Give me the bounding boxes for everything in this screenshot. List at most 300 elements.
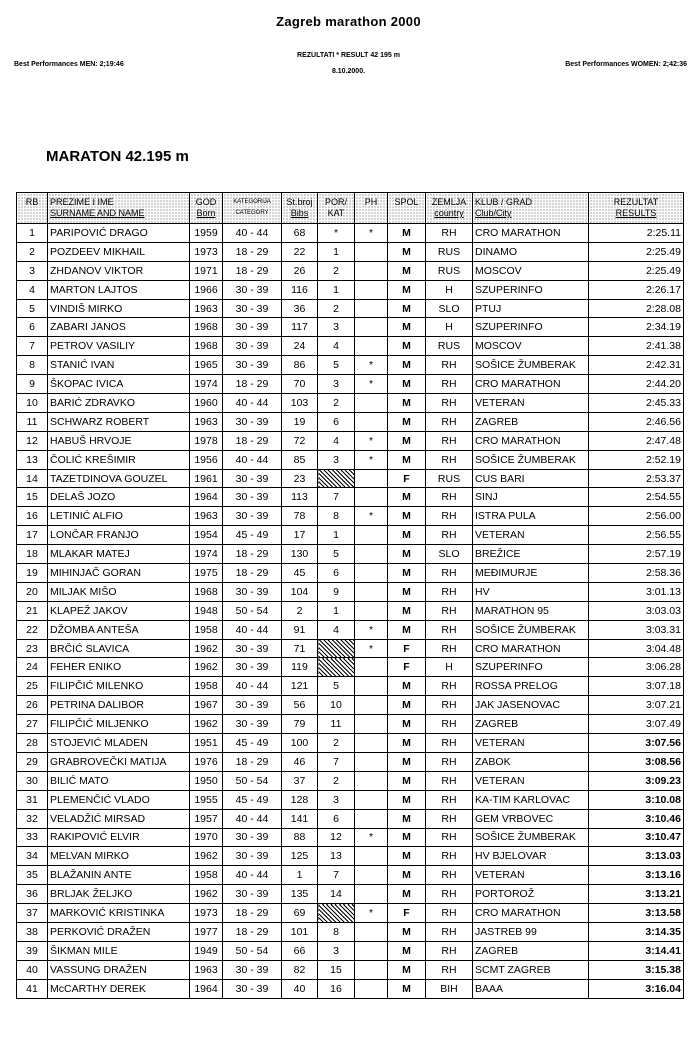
cell-rb: 13: [17, 450, 48, 469]
cell-porkat: 3: [318, 375, 355, 394]
cell-bib: 72: [282, 431, 318, 450]
cell-result: 2:56.55: [589, 526, 684, 545]
table-row: [17, 431, 684, 450]
column-header-bib: [282, 193, 318, 224]
cell-country: RH: [426, 866, 473, 885]
cell-cat: 45 - 49: [223, 526, 282, 545]
cell-born: 1951: [190, 734, 223, 753]
cell-cat: 30 - 39: [223, 715, 282, 734]
cell-sex: M: [388, 337, 426, 356]
cell-rb: 2: [17, 242, 48, 261]
cell-bib: 46: [282, 752, 318, 771]
cell-country: RH: [426, 904, 473, 923]
cell-ph: *: [355, 375, 388, 394]
cell-bib: 68: [282, 224, 318, 243]
cell-cat: 30 - 39: [223, 979, 282, 998]
cell-ph: [355, 582, 388, 601]
cell-ph: [355, 526, 388, 545]
cell-ph: [355, 677, 388, 696]
table-row: [17, 564, 684, 583]
table-row: [17, 394, 684, 413]
cell-bib: 86: [282, 356, 318, 375]
column-header-line1: RB: [25, 197, 39, 207]
cell-born: 1963: [190, 299, 223, 318]
cell-sex: M: [388, 696, 426, 715]
cell-name: SCHWARZ ROBERT: [48, 412, 190, 431]
cell-cat: 30 - 39: [223, 356, 282, 375]
cell-result: 3:09.23: [589, 771, 684, 790]
cell-country: RH: [426, 526, 473, 545]
cell-ph: [355, 941, 388, 960]
table-row: [17, 677, 684, 696]
best-performance-men: Best Performances MEN: 2;19:46: [14, 61, 124, 68]
cell-rb: 21: [17, 601, 48, 620]
cell-result: 2:26.17: [589, 280, 684, 299]
table-row: [17, 847, 684, 866]
cell-country: RH: [426, 941, 473, 960]
cell-born: 1968: [190, 337, 223, 356]
cell-ph: [355, 790, 388, 809]
cell-sex: M: [388, 526, 426, 545]
cell-porkat: 4: [318, 620, 355, 639]
table-row: [17, 790, 684, 809]
cell-result: 2:58.36: [589, 564, 684, 583]
cell-bib: 104: [282, 582, 318, 601]
column-header-rb: [17, 193, 48, 224]
cell-born: 1975: [190, 564, 223, 583]
cell-ph: [355, 979, 388, 998]
cell-rb: 32: [17, 809, 48, 828]
cell-ph: [355, 280, 388, 299]
cell-name: ZABARI JANOS: [48, 318, 190, 337]
cell-porkat: 14: [318, 885, 355, 904]
cell-rb: 39: [17, 941, 48, 960]
cell-porkat: 3: [318, 790, 355, 809]
cell-rb: 7: [17, 337, 48, 356]
cell-ph: *: [355, 224, 388, 243]
cell-porkat: 3: [318, 318, 355, 337]
cell-porkat: 4: [318, 431, 355, 450]
cell-result: 3:13.03: [589, 847, 684, 866]
cell-sex: M: [388, 412, 426, 431]
cell-result: 3:16.04: [589, 979, 684, 998]
cell-name: POZDEEV MIKHAIL: [48, 242, 190, 261]
cell-born: 1968: [190, 318, 223, 337]
cell-club: VETERAN: [473, 734, 589, 753]
column-header-line1: KATEGORIJA: [233, 199, 271, 205]
table-row: [17, 922, 684, 941]
cell-bib: 45: [282, 564, 318, 583]
cell-ph: [355, 545, 388, 564]
cell-name: STANIĆ IVAN: [48, 356, 190, 375]
cell-porkat: 5: [318, 356, 355, 375]
cell-ph: [355, 601, 388, 620]
cell-result: 3:10.08: [589, 790, 684, 809]
cell-bib: 79: [282, 715, 318, 734]
table-row: [17, 488, 684, 507]
cell-sex: M: [388, 601, 426, 620]
cell-club: SCMT ZAGREB: [473, 960, 589, 979]
cell-club: SOŠICE ŽUMBERAK: [473, 356, 589, 375]
cell-country: RH: [426, 771, 473, 790]
cell-bib: 1: [282, 866, 318, 885]
cell-porkat: 8: [318, 507, 355, 526]
cell-club: SOŠICE ŽUMBERAK: [473, 450, 589, 469]
cell-born: 1959: [190, 224, 223, 243]
cell-cat: 40 - 44: [223, 224, 282, 243]
cell-name: ZHDANOV VIKTOR: [48, 261, 190, 280]
cell-name: KLAPEŽ JAKOV: [48, 601, 190, 620]
cell-porkat: 5: [318, 677, 355, 696]
cell-rb: 18: [17, 545, 48, 564]
cell-rb: 19: [17, 564, 48, 583]
cell-sex: M: [388, 564, 426, 583]
cell-rb: 8: [17, 356, 48, 375]
cell-sex: F: [388, 639, 426, 658]
cell-bib: 69: [282, 904, 318, 923]
cell-sex: F: [388, 904, 426, 923]
cell-porkat: 3: [318, 450, 355, 469]
cell-bib: 23: [282, 469, 318, 488]
table-row: [17, 412, 684, 431]
cell-ph: [355, 960, 388, 979]
column-header-line2: SURNAME AND NAME: [50, 208, 145, 218]
cell-name: DELAŠ JOZO: [48, 488, 190, 507]
cell-porkat: 9: [318, 582, 355, 601]
cell-born: 1955: [190, 790, 223, 809]
cell-cat: 40 - 44: [223, 866, 282, 885]
cell-result: 2:52.19: [589, 450, 684, 469]
cell-ph: [355, 847, 388, 866]
cell-rb: 12: [17, 431, 48, 450]
cell-result: 3:10.47: [589, 828, 684, 847]
cell-cat: 30 - 39: [223, 696, 282, 715]
table-row: [17, 885, 684, 904]
cell-bib: 17: [282, 526, 318, 545]
cell-cat: 30 - 39: [223, 658, 282, 677]
table-row: [17, 375, 684, 394]
cell-sex: M: [388, 809, 426, 828]
cell-club: HV BJELOVAR: [473, 847, 589, 866]
cell-porkat: [318, 469, 355, 488]
cell-sex: M: [388, 582, 426, 601]
cell-name: LETINIĆ ALFIO: [48, 507, 190, 526]
column-header-name: [48, 193, 190, 224]
cell-bib: 56: [282, 696, 318, 715]
race-title: MARATON 42.195 m: [46, 148, 189, 165]
cell-result: 3:07.18: [589, 677, 684, 696]
cell-result: 2:34.19: [589, 318, 684, 337]
table-row: [17, 337, 684, 356]
column-header-line1: PREZIME I IME: [50, 197, 114, 207]
cell-country: RUS: [426, 242, 473, 261]
cell-name: MLAKAR MATEJ: [48, 545, 190, 564]
cell-club: CRO MARATHON: [473, 904, 589, 923]
cell-bib: 130: [282, 545, 318, 564]
cell-sex: M: [388, 734, 426, 753]
table-row: [17, 904, 684, 923]
column-header-line2: [357, 208, 385, 219]
cell-rb: 24: [17, 658, 48, 677]
cell-cat: 30 - 39: [223, 488, 282, 507]
cell-country: SLO: [426, 299, 473, 318]
cell-country: RH: [426, 488, 473, 507]
cell-sex: M: [388, 394, 426, 413]
column-header-cat: [223, 193, 282, 224]
table-row: [17, 715, 684, 734]
cell-cat: 40 - 44: [223, 677, 282, 696]
cell-bib: 2: [282, 601, 318, 620]
race-header-title: Zagreb marathon 2000: [276, 14, 421, 29]
cell-country: RH: [426, 790, 473, 809]
cell-club: ROSSA PRELOG: [473, 677, 589, 696]
table-row: [17, 696, 684, 715]
cell-porkat: 12: [318, 828, 355, 847]
cell-born: 1962: [190, 885, 223, 904]
cell-result: 2:25.49: [589, 261, 684, 280]
cell-sex: M: [388, 261, 426, 280]
cell-born: 1978: [190, 431, 223, 450]
cell-sex: M: [388, 242, 426, 261]
cell-sex: M: [388, 280, 426, 299]
cell-club: KA-TIM KARLOVAC: [473, 790, 589, 809]
table-row: [17, 242, 684, 261]
cell-bib: 19: [282, 412, 318, 431]
cell-country: H: [426, 658, 473, 677]
cell-porkat: 7: [318, 866, 355, 885]
cell-ph: *: [355, 828, 388, 847]
cell-country: RH: [426, 639, 473, 658]
table-row: [17, 545, 684, 564]
cell-born: 1958: [190, 866, 223, 885]
cell-club: ZAGREB: [473, 412, 589, 431]
cell-bib: 125: [282, 847, 318, 866]
cell-sex: M: [388, 450, 426, 469]
column-header-line2: [19, 208, 45, 219]
table-row: [17, 979, 684, 998]
table-row: [17, 450, 684, 469]
cell-ph: [355, 809, 388, 828]
cell-club: SZUPERINFO: [473, 658, 589, 677]
cell-bib: 141: [282, 809, 318, 828]
column-header-line2: country: [434, 208, 464, 218]
cell-club: SOŠICE ŽUMBERAK: [473, 620, 589, 639]
cell-rb: 29: [17, 752, 48, 771]
cell-porkat: 2: [318, 299, 355, 318]
cell-bib: 100: [282, 734, 318, 753]
cell-sex: M: [388, 828, 426, 847]
cell-porkat: 2: [318, 734, 355, 753]
cell-ph: *: [355, 356, 388, 375]
cell-born: 1965: [190, 356, 223, 375]
cell-born: 1963: [190, 960, 223, 979]
cell-born: 1954: [190, 526, 223, 545]
cell-country: RH: [426, 960, 473, 979]
table-row: [17, 828, 684, 847]
cell-rb: 23: [17, 639, 48, 658]
cell-ph: *: [355, 620, 388, 639]
cell-rb: 20: [17, 582, 48, 601]
cell-country: RH: [426, 224, 473, 243]
cell-cat: 30 - 39: [223, 412, 282, 431]
cell-porkat: 6: [318, 564, 355, 583]
cell-ph: [355, 734, 388, 753]
cell-cat: 40 - 44: [223, 809, 282, 828]
cell-name: STOJEVIĆ MLADEN: [48, 734, 190, 753]
cell-result: 3:08.56: [589, 752, 684, 771]
race-date: 8.10.2000.: [331, 68, 366, 75]
column-header-line1: GOD: [195, 197, 217, 207]
table-row: [17, 771, 684, 790]
cell-porkat: 1: [318, 280, 355, 299]
cell-cat: 30 - 39: [223, 318, 282, 337]
cell-name: FILIPČIĆ MILJENKO: [48, 715, 190, 734]
cell-name: ŠKOPAC IVICA: [48, 375, 190, 394]
cell-result: 3:07.56: [589, 734, 684, 753]
cell-result: 3:03.03: [589, 601, 684, 620]
cell-cat: 30 - 39: [223, 582, 282, 601]
table-row: [17, 318, 684, 337]
column-header-sex: [388, 193, 426, 224]
cell-result: 2:25.49: [589, 242, 684, 261]
cell-rb: 25: [17, 677, 48, 696]
cell-bib: 103: [282, 394, 318, 413]
cell-rb: 22: [17, 620, 48, 639]
cell-club: ZABOK: [473, 752, 589, 771]
table-row: [17, 620, 684, 639]
cell-name: MIHINJAČ GORAN: [48, 564, 190, 583]
cell-club: VETERAN: [473, 771, 589, 790]
cell-porkat: 11: [318, 715, 355, 734]
results-table: [16, 192, 684, 999]
cell-cat: 30 - 39: [223, 828, 282, 847]
column-header-line1: ZEMLJA: [431, 197, 467, 207]
cell-rb: 16: [17, 507, 48, 526]
cell-cat: 18 - 29: [223, 904, 282, 923]
cell-cat: 18 - 29: [223, 375, 282, 394]
cell-name: BILIĆ MATO: [48, 771, 190, 790]
cell-country: RH: [426, 450, 473, 469]
cell-result: 2:41.38: [589, 337, 684, 356]
cell-name: BRLJAK ŽELJKO: [48, 885, 190, 904]
column-header-line1: St.broj: [286, 197, 313, 207]
cell-club: PORTOROŽ: [473, 885, 589, 904]
cell-born: 1962: [190, 639, 223, 658]
table-row: [17, 866, 684, 885]
cell-country: RH: [426, 734, 473, 753]
cell-club: JAK JASENOVAC: [473, 696, 589, 715]
cell-cat: 30 - 39: [223, 299, 282, 318]
cell-cat: 30 - 39: [223, 847, 282, 866]
table-row: [17, 658, 684, 677]
cell-club: HV: [473, 582, 589, 601]
cell-rb: 31: [17, 790, 48, 809]
cell-club: VETERAN: [473, 394, 589, 413]
cell-ph: *: [355, 507, 388, 526]
cell-club: GEM VRBOVEC: [473, 809, 589, 828]
cell-born: 1962: [190, 658, 223, 677]
cell-country: RH: [426, 847, 473, 866]
cell-country: RH: [426, 809, 473, 828]
cell-porkat: *: [318, 224, 355, 243]
cell-sex: M: [388, 318, 426, 337]
table-row: [17, 752, 684, 771]
cell-born: 1973: [190, 904, 223, 923]
cell-country: RH: [426, 356, 473, 375]
cell-born: 1974: [190, 375, 223, 394]
cell-sex: M: [388, 375, 426, 394]
column-header-result: [589, 193, 684, 224]
cell-name: TAZETDINOVA GOUZEL: [48, 469, 190, 488]
cell-country: H: [426, 318, 473, 337]
cell-bib: 85: [282, 450, 318, 469]
cell-name: FILIPČIĆ MILENKO: [48, 677, 190, 696]
cell-cat: 45 - 49: [223, 790, 282, 809]
cell-country: RH: [426, 677, 473, 696]
cell-club: PTUJ: [473, 299, 589, 318]
cell-name: BRČIĆ SLAVICA: [48, 639, 190, 658]
cell-result: 2:47.48: [589, 431, 684, 450]
cell-club: MARATHON 95: [473, 601, 589, 620]
cell-ph: [355, 922, 388, 941]
column-header-line2: CATEGORY: [235, 210, 269, 216]
cell-bib: 113: [282, 488, 318, 507]
cell-bib: 135: [282, 885, 318, 904]
cell-born: 1968: [190, 582, 223, 601]
cell-born: 1970: [190, 828, 223, 847]
cell-rb: 34: [17, 847, 48, 866]
cell-ph: [355, 658, 388, 677]
cell-porkat: 6: [318, 809, 355, 828]
table-row: [17, 507, 684, 526]
cell-rb: 33: [17, 828, 48, 847]
column-header-line1: KLUB / GRAD: [475, 197, 533, 207]
column-header-line2: RESULTS: [615, 208, 657, 218]
cell-cat: 30 - 39: [223, 280, 282, 299]
cell-porkat: 13: [318, 847, 355, 866]
cell-country: RH: [426, 601, 473, 620]
cell-club: BAAA: [473, 979, 589, 998]
column-header-ph: [355, 193, 388, 224]
cell-bib: 128: [282, 790, 318, 809]
cell-country: RH: [426, 828, 473, 847]
cell-result: 2:44.20: [589, 375, 684, 394]
cell-bib: 116: [282, 280, 318, 299]
cell-club: MEĐIMURJE: [473, 564, 589, 583]
cell-country: RH: [426, 696, 473, 715]
cell-bib: 22: [282, 242, 318, 261]
cell-rb: 1: [17, 224, 48, 243]
cell-porkat: 15: [318, 960, 355, 979]
cell-name: FEHER ENIKO: [48, 658, 190, 677]
column-header-line2: Born: [196, 208, 216, 218]
cell-result: 2:42.31: [589, 356, 684, 375]
table-row: [17, 261, 684, 280]
cell-result: 3:15.38: [589, 960, 684, 979]
cell-name: MARTON LAJTOS: [48, 280, 190, 299]
cell-club: MOSCOV: [473, 337, 589, 356]
cell-cat: 18 - 29: [223, 242, 282, 261]
cell-result: 3:07.49: [589, 715, 684, 734]
cell-result: 3:07.21: [589, 696, 684, 715]
cell-sex: M: [388, 941, 426, 960]
cell-name: MARKOVIĆ KRISTINKA: [48, 904, 190, 923]
cell-result: 3:04.48: [589, 639, 684, 658]
cell-porkat: 1: [318, 526, 355, 545]
cell-name: ŠIKMAN MILE: [48, 941, 190, 960]
cell-born: 1956: [190, 450, 223, 469]
cell-club: CUS BARI: [473, 469, 589, 488]
